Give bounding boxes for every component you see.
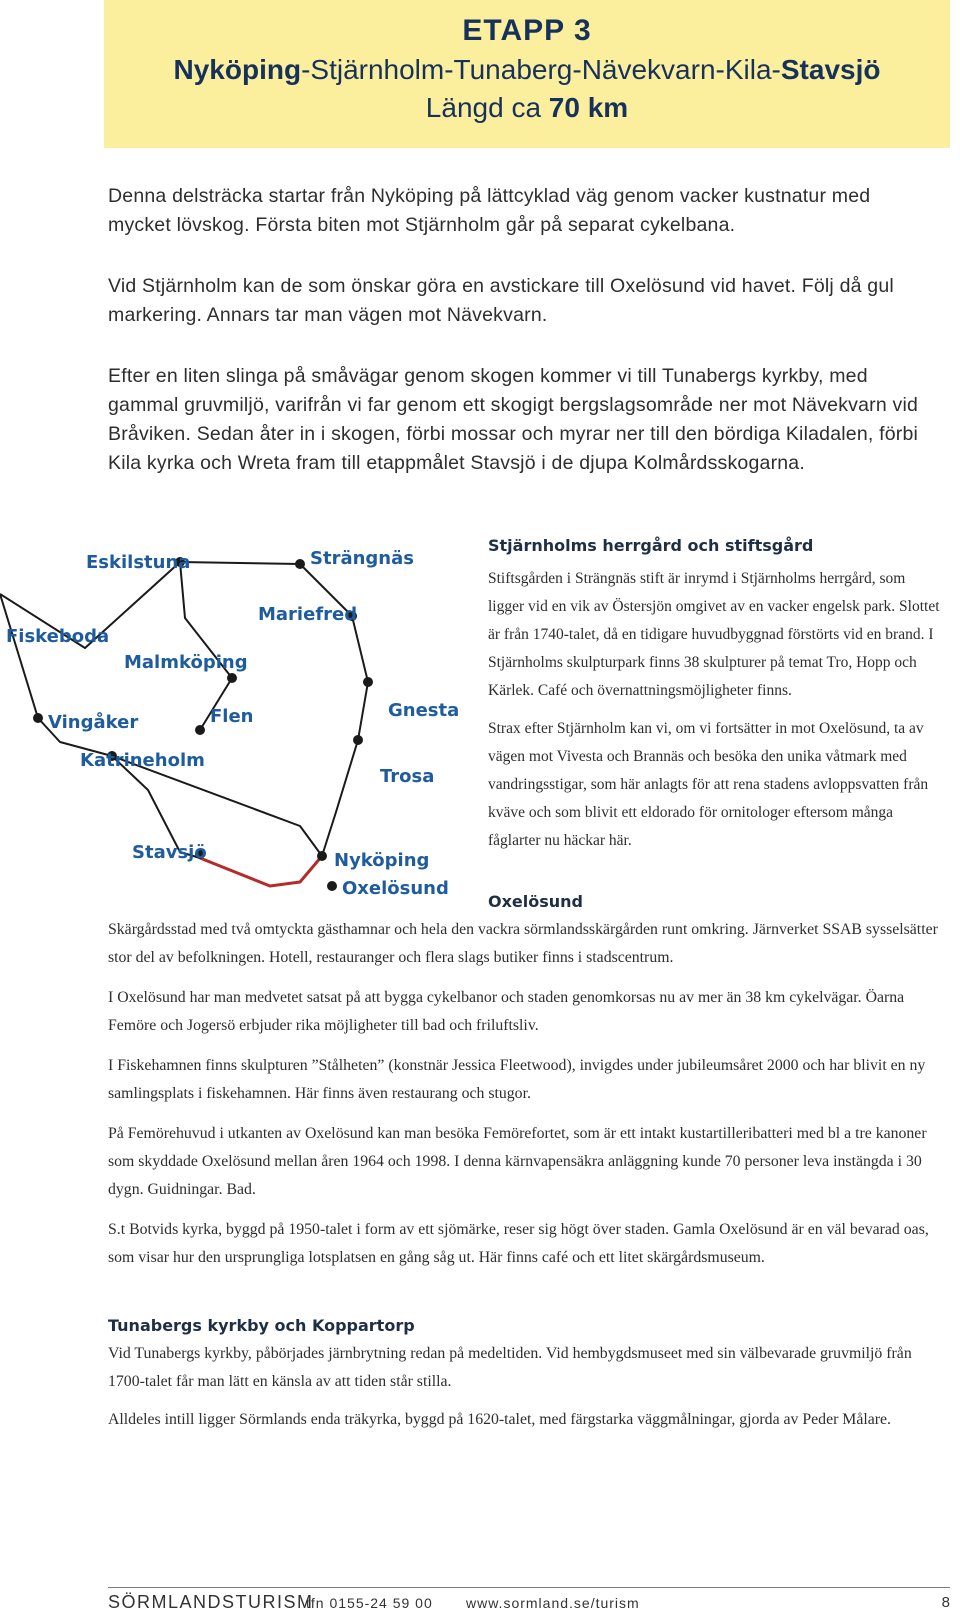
map-label-flen: Flen	[210, 706, 254, 727]
map-dot-flen	[195, 725, 205, 735]
map-route-highlight	[200, 856, 322, 886]
oxelosund-paragraph-2: I Oxelösund har man medvetet satsat på att bygga cykelbanor och staden genomkorsas nu av mer än 38 km cykelvägar. Öarna Femöre och Jogersö erbjuder rika möjligheter till bad och friluftsliv.	[108, 989, 905, 1034]
map-dot-strangnas	[295, 559, 305, 569]
map-label-eskilstuna: Eskilstuna	[86, 552, 191, 573]
intro-paragraph-1: Denna delsträcka startar från Nyköping på lättcyklad väg genom vacker kustnatur med mycket lövskog. Första biten mot Stjärnholm går på separat cykelbana.	[108, 185, 871, 236]
map-label-stavsjo: Stavsjö	[132, 842, 207, 863]
tunaberg-paragraph-1: Vid Tunabergs kyrkby, påbörjades järnbrytning redan på medeltiden. Vid hembygdsmuseet med sin välbevarade gruvmiljö från 1700-talet får man lätt en känsla av att tiden står stilla.	[108, 1345, 912, 1390]
map-label-mariefred: Mariefred	[258, 604, 358, 625]
stjarnholm-section	[488, 536, 944, 855]
oxelosund-heading: Oxelösund	[488, 892, 584, 911]
route-map	[0, 540, 470, 930]
footer-divider	[108, 1587, 950, 1588]
map-dot-nykoping	[317, 851, 327, 861]
map-label-katrineholm: Katrineholm	[80, 750, 205, 771]
map-label-nykoping: Nyköping	[334, 850, 430, 871]
oxelosund-paragraph-5: S.t Botvids kyrka, byggd på 1950-talet i form av ett sjömärke, reser sig högt över staden. Gamla Oxelösund är en väl bevarad oas, som visar hur den ursprungliga lotsplatsen en gång såg ut. Här finns café och ett litet skärgårdsmuseum.	[108, 1221, 929, 1266]
map-road-east	[180, 562, 232, 730]
map-label-malmkoping: Malmköping	[124, 652, 248, 673]
route-middle: -Stjärnholm-Tunaberg-Nävekvarn-Kila-	[301, 54, 781, 85]
map-label-gnesta: Gnesta	[388, 700, 460, 721]
oxelosund-paragraph-4: På Femörehuvud i utkanten av Oxelösund kan man besöka Femörefortet, som är ett intakt kustartilleribatteri med bl a tre kanoner som skyddade Oxelösund mellan åren 1964 och 1998. I denna kärnvapensäkra anläggning kunde 70 personer leva instängda i 30 dygn. Guidningar. Bad.	[108, 1125, 927, 1198]
intro-paragraph-2: Vid Stjärnholm kan de som önskar göra en avstickare till Oxelösund vid havet. Följ då gul markering. Annars tar man vägen mot Nävekvarn.	[108, 275, 894, 326]
route-length	[104, 92, 950, 124]
length-prefix: Längd ca	[425, 92, 549, 123]
stage-label: ETAPP 3	[462, 14, 592, 47]
footer-phone: tfn 0155-24 59 00	[306, 1595, 433, 1611]
oxelosund-paragraph-3: I Fiskehamnen finns skulpturen ”Stålheten” (konstnär Jessica Fleetwood), invigdes under jubileumsåret 2000 och har blivit en ny samlingsplats i fiskehamnen. Här finns även restaurang och stugor.	[108, 1057, 926, 1102]
intro-paragraph-3: Efter en liten slinga på småvägar genom skogen kommer vi till Tunabergs kyrkby, med gammal gruvmiljö, varifrån vi far genom ett skogigt bergslagsområde ner mot Nävekvarn vid Bråviken. Sedan åter in i skogen, förbi mossar och myrar ner till den bördiga Kiladalen, förbi Kila kyrka och Wreta fram till etappmålet Stavsjö i de djupa Kolmårdsskogarna.	[108, 365, 919, 474]
tunaberg-heading: Tunabergs kyrkby och Koppartorp	[108, 1316, 415, 1335]
title-banner	[104, 0, 950, 148]
page-number: 8	[941, 1594, 950, 1611]
map-label-fiskeboda: Fiskeboda	[6, 626, 110, 647]
tunaberg-paragraph-2: Alldeles intill ligger Sörmlands enda träkyrka, byggd på 1620-talet, med färgstarka väggmålningar, gjorda av Peder Målare.	[108, 1411, 891, 1428]
length-value: 70 km	[548, 92, 629, 123]
stjarnholm-paragraph-1: Stiftsgården i Strängnäs stift är inrymd i Stjärnholms herrgård, som ligger vid en vik av Östersjön omgivet av en vacker engelsk park. Slottet är från 1740-talet, då en tidigare huvudbyggnad förstörts vid en brand. I Stjärnholms skulpturpark finns 38 skulpturer på temat Tro, Hopp och Kärlek. Café och övernattningsmöjligheter finns.	[488, 570, 940, 699]
route-map-lines	[0, 540, 470, 930]
map-label-strangnas: Strängnäs	[310, 548, 414, 569]
map-label-trosa: Trosa	[380, 766, 435, 787]
oxelosund-paragraph-1: Skärgårdsstad med två omtyckta gästhamnar och hela den vackra sörmlandsskärgården runt omkring. Järnverket SSAB sysselsätter stor del av befolkningen. Hotell, restauranger och flera slags butiker finns i stadscentrum.	[108, 921, 938, 966]
page-footer	[108, 1592, 950, 1614]
route-end: Stavsjö	[780, 54, 881, 85]
map-dot-trosa	[353, 735, 363, 745]
map-label-vingaker: Vingåker	[48, 712, 139, 733]
map-dot-vingaker	[33, 713, 43, 723]
footer-website: www.sormland.se/turism	[466, 1595, 640, 1611]
stjarnholm-paragraph-2: Strax efter Stjärnholm kan vi, om vi fortsätter in mot Oxelösund, ta av vägen mot Vivesta och Brannäs och besöka den unika våtmark med vandringsstigar, som här anlagts för att rena stadens avloppsvatten från kväve och som blivit ett eldorado för ornitologer eftersom många fåglarter nu häckar här.	[488, 720, 929, 849]
map-dot-gnesta	[363, 677, 373, 687]
route-title	[104, 54, 950, 86]
map-dot-oxelosund	[327, 881, 337, 891]
stjarnholm-heading: Stjärnholms herrgård och stiftsgård	[488, 536, 814, 555]
route-start: Nyköping	[173, 54, 302, 85]
footer-brand: SÖRMLANDSTURISM	[108, 1592, 314, 1612]
map-dot-malmkoping	[227, 673, 237, 683]
map-label-oxelosund: Oxelösund	[342, 878, 449, 899]
